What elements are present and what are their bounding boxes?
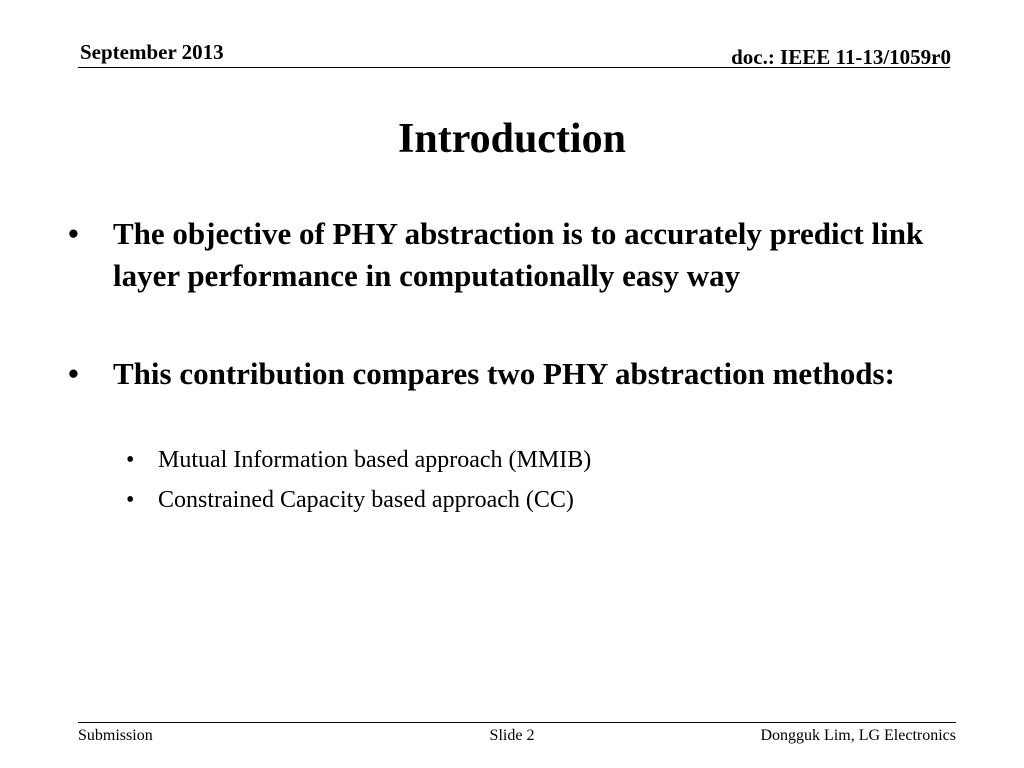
slide-title: Introduction: [398, 116, 626, 162]
bullet-icon: •: [68, 356, 79, 391]
header-doc-id: doc.: IEEE 11-13/1059r0: [731, 45, 951, 69]
header-date: September 2013: [80, 40, 224, 64]
sub-bullet-icon: •: [126, 487, 135, 513]
bullet-text: This contribution compares two PHY abstraction methods:: [113, 356, 895, 391]
footer-submission: Submission: [78, 727, 153, 744]
bullet-item-objective: [68, 213, 958, 297]
footer-slide-number: Slide 2: [489, 727, 535, 744]
sub-bullet-text: Constrained Capacity based approach (CC): [158, 487, 574, 513]
bullet-text: The objective of PHY abstraction is to accurately predict link layer performance in computationally easy way: [113, 216, 924, 293]
sub-bullet-item-cc: [126, 485, 956, 515]
bullet-icon: •: [68, 216, 79, 251]
footer-divider: [78, 722, 956, 723]
sub-bullet-item-mmib: [126, 445, 956, 475]
header-divider: [78, 67, 950, 68]
footer-author: Dongguk Lim, LG Electronics: [760, 727, 956, 744]
sub-bullet-icon: •: [126, 447, 135, 473]
bullet-item-contribution: [68, 353, 958, 395]
sub-bullet-text: Mutual Information based approach (MMIB): [158, 447, 592, 473]
